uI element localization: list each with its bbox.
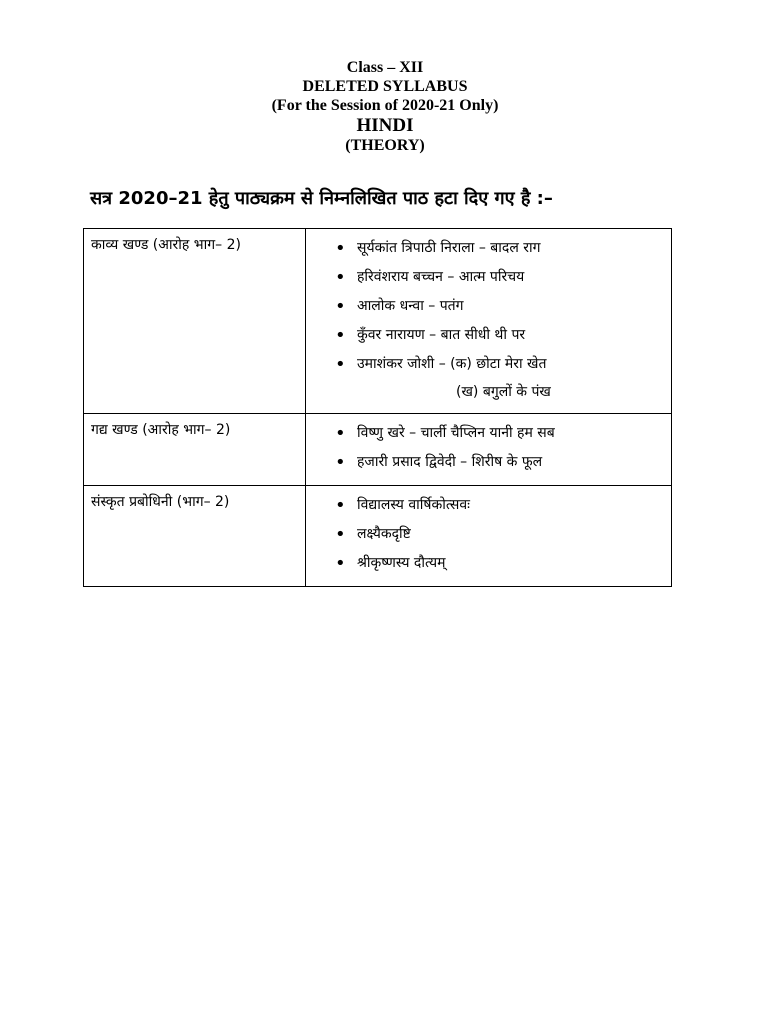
list-item: • आलोक धन्वा – पतंग	[335, 292, 671, 321]
section-items	[306, 486, 672, 587]
section-name: काव्य खण्ड (आरोह भाग– 2)	[84, 229, 306, 414]
list-item: • उमाशंकर जोशी – (क) छोटा मेरा खेत	[335, 350, 671, 379]
session-line: (For the Session of 2020-21 Only)	[271, 97, 499, 114]
section-name: संस्कृत प्रबोधिनी (भाग– 2)	[84, 486, 306, 587]
subject-title: HINDI	[356, 115, 414, 136]
list-item: • विष्णु खरे – चार्ली चैप्लिन यानी हम सब	[335, 419, 671, 448]
list-item: • श्रीकृष्णस्य दौत्यम्	[335, 549, 671, 578]
list-item: • सूर्यकांत त्रिपाठी निराला – बादल राग	[335, 234, 671, 263]
deleted-syllabus-table	[83, 228, 672, 587]
item-list	[335, 419, 671, 477]
list-item: • हरिवंशराय बच्चन – आत्म परिचय	[335, 263, 671, 292]
document-header	[0, 58, 770, 155]
table-row	[84, 229, 672, 414]
item-list	[335, 234, 671, 379]
document-title: DELETED SYLLABUS	[302, 78, 468, 95]
list-item: • विद्यालस्य वार्षिकोत्सवः	[335, 491, 671, 520]
item-list	[335, 491, 671, 578]
list-item-continuation: (ख) बगुलों के पंख	[456, 384, 551, 400]
section-items	[306, 414, 672, 486]
table-row	[84, 486, 672, 587]
list-item: • हजारी प्रसाद द्विवेदी – शिरीष के फूल	[335, 448, 671, 477]
table-row	[84, 414, 672, 486]
intro-text: सत्र 2020–21 हेतु पाठ्यक्रम से निम्नलिखित पाठ हटा दिए गए है :–	[90, 188, 553, 209]
list-item: • कुँवर नारायण – बात सीधी थी पर	[335, 321, 671, 350]
class-line: Class – XII	[346, 59, 424, 76]
theory-label: (THEORY)	[345, 137, 425, 154]
section-name: गद्य खण्ड (आरोह भाग– 2)	[84, 414, 306, 486]
section-items	[306, 229, 672, 414]
list-item: • लक्ष्यैकदृष्टि	[335, 520, 671, 549]
